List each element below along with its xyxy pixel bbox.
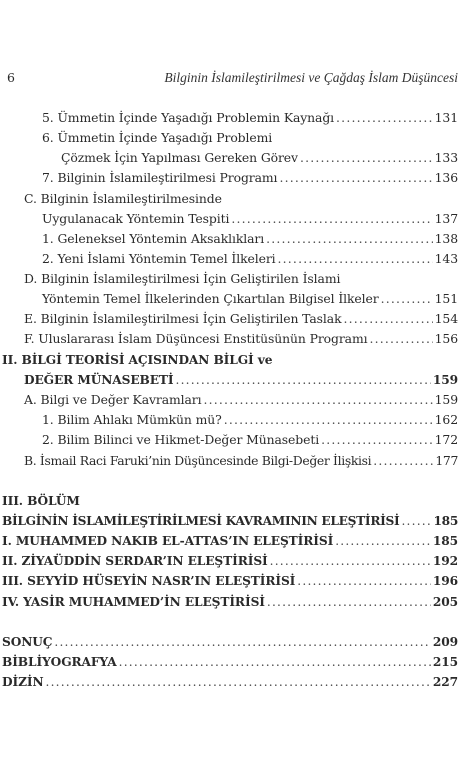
toc-entry: [2, 551, 458, 571]
toc-entry-page: 172: [434, 432, 458, 447]
toc-entry: [61, 148, 458, 168]
toc-entry-label-line: C. Bilginin İslamileştirilmesinde: [24, 191, 222, 206]
toc-entry-label: Uygulanacak Yöntemin Tespiti: [42, 211, 230, 226]
leader-dots: [119, 652, 431, 672]
leader-dots: [401, 511, 431, 531]
toc-entry: [24, 451, 458, 471]
toc-entry: [24, 390, 458, 410]
toc-entry-page: 196: [432, 574, 458, 588]
toc-entry-page: 215: [432, 655, 458, 669]
toc-entry-page: 143: [434, 251, 458, 266]
leader-dots: [46, 672, 431, 692]
toc-entry-label: 7. Bilginin İslamileştirilmesi Programı: [42, 170, 278, 185]
toc-entry-label: 1. Geleneksel Yöntemin Aksaklıkları: [42, 231, 265, 246]
toc-entry-label: DEĞER MÜNASEBETİ: [24, 373, 174, 387]
toc-entry: [2, 592, 458, 612]
leader-dots: [335, 531, 431, 551]
toc-entry: [42, 229, 458, 249]
leader-dots: [369, 329, 432, 349]
leader-dots: [278, 249, 433, 269]
leader-dots: [321, 430, 433, 450]
toc-entry: [2, 531, 458, 551]
toc-entry: [42, 249, 458, 269]
toc-entry: [24, 329, 458, 349]
toc-entry: [42, 430, 458, 450]
leader-dots: [267, 592, 431, 612]
toc-entry-label: 2. Bilim Bilinci ve Hikmet-Değer Münasebeti: [42, 432, 320, 447]
toc-entry-page: 131: [434, 110, 458, 125]
toc-entry: [2, 571, 458, 591]
toc-entry-label: 2. Yeni İslami Yöntemin Temel İlkeleri: [42, 251, 276, 266]
leader-dots: [373, 451, 433, 471]
leader-dots: [381, 289, 433, 309]
toc-entry-page: 185: [432, 534, 458, 548]
toc-entry-page: 185: [433, 514, 458, 528]
leader-dots: [204, 390, 433, 410]
leader-dots: [54, 632, 430, 652]
toc-entry-label: II. ZİYAÜDDİN SERDAR’IN ELEŞTİRİSİ: [2, 554, 268, 568]
toc-entry-page: 159: [432, 373, 458, 387]
toc-entry: [42, 209, 458, 229]
toc-entry-label: BİBLİYOGRAFYA: [2, 655, 117, 669]
part-heading: III. BÖLÜM: [2, 494, 80, 508]
running-title: Bilginin İslamileştirilmesi ve Çağdaş İslam Düşüncesi: [164, 70, 458, 85]
toc-entry-page: 205: [432, 595, 458, 609]
leader-dots: [297, 571, 431, 591]
toc-entry: [42, 410, 458, 430]
toc-entry-label: IV. YASİR MUHAMMED’İN ELEŞTİRİSİ: [2, 595, 265, 609]
toc-entry-page: 151: [434, 291, 458, 306]
toc-section-heading: II. BİLGİ TEORİSİ AÇISINDAN BİLGİ ve: [2, 353, 273, 367]
toc-entry-label: Çözmek İçin Yapılması Gereken Görev: [61, 150, 298, 165]
toc-entry: [2, 511, 458, 531]
toc-entry-page: 177: [435, 453, 458, 468]
toc-entry-page: 162: [434, 412, 458, 427]
toc-entry-label: DİZİN: [2, 675, 44, 689]
toc-entry-label: SONUÇ: [2, 635, 53, 649]
toc-entry-page: 136: [434, 170, 458, 185]
toc-entry: [2, 652, 458, 672]
toc-entry: [2, 632, 458, 652]
toc-entry-page: 227: [432, 675, 458, 689]
toc-entry-page: 209: [432, 635, 458, 649]
toc-entry-page: 192: [432, 554, 458, 568]
toc-entry-label-line: D. Bilginin İslamileştirilmesi İçin Geliştirilen İslami: [24, 271, 341, 286]
toc-entry-label: 1. Bilim Ahlakı Mümkün mü?: [42, 412, 222, 427]
toc-entry-page: 138: [434, 231, 458, 246]
toc-entry-label: E. Bilginin İslamileştirilmesi İçin Geliştirilen Taslak: [24, 311, 342, 326]
toc-entry-label: Yöntemin Temel İlkelerinden Çıkartılan Bilgisel İlkeler: [42, 291, 379, 306]
page-number: 6: [7, 70, 15, 85]
toc-entry-page: 154: [434, 311, 458, 326]
leader-dots: [176, 370, 431, 390]
toc-entry-label: F. Uluslararası İslam Düşüncesi Enstitüsünün Programı: [24, 331, 368, 346]
page-header: [7, 70, 458, 86]
leader-dots: [266, 229, 433, 249]
leader-dots: [270, 551, 431, 571]
toc-entry-page: 159: [434, 392, 458, 407]
toc-entry-label: A. Bilgi ve Değer Kavramları: [24, 392, 202, 407]
leader-dots: [279, 168, 432, 188]
leader-dots: [344, 309, 433, 329]
toc-entry-label: B. İsmail Raci Faruki’nin Düşüncesinde Bilgi-Değer İlişkisi: [24, 453, 372, 468]
toc-entry-label-line: 6. Ümmetin İçinde Yaşadığı Problemi: [42, 130, 273, 145]
toc-entry-label: BİLGİNİN İSLAMİLEŞTİRİLMESİ KAVRAMININ ELEŞTİRİSİ: [2, 514, 400, 528]
toc-entry-label: 5. Ümmetin İçinde Yaşadığı Problemin Kaynağı: [42, 110, 335, 125]
toc-entry-label: I. MUHAMMED NAKIB EL-ATTAS’IN ELEŞTİRİSİ: [2, 534, 334, 548]
leader-dots: [231, 209, 432, 229]
toc-entry: [24, 309, 458, 329]
toc-entry: [42, 168, 458, 188]
leader-dots: [224, 410, 433, 430]
toc-entry-label: III. SEYYİD HÜSEYİN NASR’IN ELEŞTİRİSİ: [2, 574, 296, 588]
toc-entry: [24, 370, 458, 390]
toc-entry: [42, 289, 458, 309]
toc-entry: [42, 108, 458, 128]
leader-dots: [300, 148, 433, 168]
toc-entry-page: 133: [434, 150, 458, 165]
toc-entry-page: 137: [434, 211, 458, 226]
toc-entry-page: 156: [434, 331, 458, 346]
toc-entry: [2, 672, 458, 692]
leader-dots: [336, 108, 433, 128]
